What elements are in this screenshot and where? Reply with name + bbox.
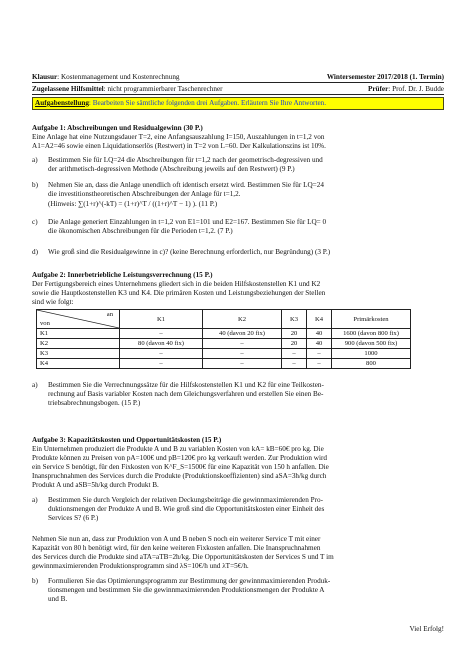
aids-value: : nicht programmierbarer Taschenrechner (103, 85, 223, 93)
task-label: Aufgabenstellung (35, 99, 89, 107)
semester: Wintersemester 2017/2018 (1. Termin) (326, 73, 444, 81)
aids-label: Zugelassene Hilfsmittel (32, 85, 104, 93)
closing-wish: Viel Erfolg! (409, 625, 444, 633)
aufgabe1-title: Aufgabe 1: Abschreibungen und Residualgewinn (30 P.) (32, 124, 203, 132)
table-row: K4 – – – – 800 (37, 359, 411, 369)
exam-label: Klausur (32, 73, 58, 81)
aufgabe3-intro-4: Inanspruchnahmen des Services durch die Produkte (Produktionskoeffizienten) sind aSA=3h/kg durch (32, 472, 327, 480)
header-rule-1 (32, 82, 444, 83)
aufgabe3-intro-5: Produkt A und aSB=5h/kg durch Produkt B. (32, 481, 159, 489)
formula-hint: (Hinweis: ∑(1+r)^(-kT) = (1+r)^T / ((1+r)^T − 1) ). (11 P.) (48, 200, 218, 208)
col-header: Primärkosten (332, 310, 411, 329)
table-corner: an von (37, 310, 120, 329)
examiner-value: : Prof. Dr. J. Budde (388, 85, 444, 93)
table-header-row (37, 310, 411, 329)
aufgabe1-intro-2: A1=A2=46 sowie einen Liquidationserlös (Restwert) in T=2 von L=60. Der Kalkulationszins ist 10%. (32, 142, 326, 150)
exam-page: Klausur: Kostenmanagement und Kostenrechnung Wintersemester 2017/2018 (1. Termin) Zugelassene Hilfsmittel: nicht programmierbarer Taschenrechner Prüfer: Prof. Dr. J. Budde Aufgabenstellung: Bearbeiten Sie sämtliche folgenden drei Aufgaben. Erläutern Sie Ihre Antworten. Aufgabe 1: Abschreibungen und Residualgewinn (30 P.) Eine Anlage hat eine Nutzungsdauer T=2, eine Anfangsauszahlung I=150, Auszahlungen in t=1,2 von A1=A2=46 sowie einen Liquidationserlös (Restwert) in T=2 von L=60. Der Kalkulationszins ist 10%. a) Bestimmen Sie für LQ=24 die Abschreibungen für t=1,2 nach der geometrisch-degressiven und der arithmetisch-degressiven Methode (Abschreibung jeweils auf den Restwert) (9 P.) b) Nehmen Sie an, dass die Anlage unendlich oft identisch ersetzt wird. Bestimmen Sie für LQ=24 die investitionstheoretischen Abschreibungen der Anlage für t=1,2. (Hinweis: ∑(1+r)^(-kT) = (1+r)^T / ((1+r)^T − 1) ). (11 P.) c) Die Anlage generiert Einzahlungen in t=1,2 von E1=101 und E2=167. Bestimmen Sie für LQ= 0 die ökonomischen Abschreibungen für die Perioden t=1,2. (7 P.) d) Wie groß sind die Residualgewinne in c)? (keine Berechnung erforderlich, nur Begründung) (3 P.) Aufgabe 2: Innerbetriebliche Leistungsverrechnung (15 P.) Der Fertigungsbereich eines Unternehmens gliedert sich in die beiden Hilfskostenstellen K1 und K2 sowie die Hauptkostenstellen K3 und K4. Die primären Kosten und Leistungsbeziehungen der Stellen sind wie folgt: an von K1 K2 K3 K4 Primärkosten K1 – 40 (davon 20 fix) 20 40 1600 (davon 800 fix) K2 80 (davon 40 fix) – 20 40 900 (davon 500 fix) K3 – – – – 1000 K4 – – – – 800 a) Bestimmen Sie die Verrechnungssätze für die Hilfskostenstellen K1 und K2 für eine Teilkosten- rechnung auf Basis variabler Kosten nach dem Gleichungsverfahren und erstellen Sie einen Be- triebsabrechnungsbogen. (15 P.) Aufgabe 3: Kapazitätskosten und Opportunitätskosten (15 P.) Ein Unternehmen produziert die Produkte A und B zu variablen Kosten von kA= kB=60€ pro kg. Die Produkte können zu Preisen von pA=100€ und pB=120€ pro kg verkauft werden. Zur Produktion wird ein Service S benötigt, für den Fixkosten von K^F_S=1500€ für eine Kapazität von 150 h anfallen. Die Inanspruchnahmen des Services durch die Produkte (Produktionskoeffizienten) sind aSA=3h/kg durch Produkt A und aSB=5h/kg durch Produkt B. a) Bestimmen Sie durch Vergleich der relativen Deckungsbeiträge die gewinnmaximierenden Pro- duktionsmengen der Produkte A und B. Wie groß sind die Opportunitätskosten einer Einheit des Services S? (6 P.) Nehmen Sie nun an, dass zur Produktion von A und B neben S noch ein weiterer Service T mit einer Kapazität von 80 h benötigt wird, für den keine weiteren Fixkosten anfallen. Die Inanspruchnahmen des Services durch die Produkte sind aTA=aTB=2h/kg. Die Opportunitätskosten der Services S und T im gewinnmaximierenden Produktionsprogramm sind λS=10€/h und λT=5€/h. b) Formulieren Sie das Optimierungsprogramm zur Bestimmung der gewinnmaximierenden Produk- tionsmengen und bestimmen Sie die gewinnmaximierenden Produktionsmengen der Produkte A und B. Viel Erfolg! (32, 73, 444, 633)
header-row-2 (32, 85, 444, 94)
aufgabe3-title: Aufgabe 3: Kapazitätskosten und Opportunitätskosten (15 P.) (32, 436, 222, 444)
col-header: K2 (203, 310, 282, 329)
table-row: K3 – – – – 1000 (37, 349, 411, 359)
col-header: K3 (282, 310, 307, 329)
task-instruction-box (32, 97, 444, 110)
aufgabe3-intro-1: Ein Unternehmen produziert die Produkte A und B zu variablen Kosten von kA= kB=60€ pro kg. Die (32, 445, 324, 453)
examiner-label: Prüfer (367, 85, 389, 93)
aufgabe1-intro-1: Eine Anlage hat eine Nutzungsdauer T=2, eine Anfangsauszahlung I=150, Auszahlungen in t=1,2 von (32, 133, 325, 141)
aufgabe2-intro-3: sind wie folgt: (32, 298, 74, 306)
aufgabe3-intro2-3: des Services durch die Produkte sind aTA=aTB=2h/kg. Die Opportunitätskosten der Services S und T im (32, 553, 334, 561)
table-row: K2 80 (davon 40 fix) – 20 40 900 (davon 500 fix) (37, 339, 411, 349)
table-row: K1 – 40 (davon 20 fix) 20 40 1600 (davon 800 fix) (37, 329, 411, 339)
aufgabe2-intro-1: Der Fertigungsbereich eines Unternehmens gliedert sich in die beiden Hilfskostenstellen K1 und K2 (32, 280, 321, 288)
aufgabe3-intro2-4: gewinnmaximierenden Produktionsprogramm sind λS=10€/h und λT=5€/h. (32, 562, 249, 570)
cost-table (36, 309, 411, 369)
exam-value: : Kostenmanagement und Kostenrechnung (57, 73, 180, 81)
header-row-1 (32, 73, 444, 82)
aufgabe3-intro-2: Produkte können zu Preisen von pA=100€ und pB=120€ pro kg verkauft werden. Zur Produktion wird (32, 454, 327, 462)
col-header: K1 (120, 310, 203, 329)
aufgabe3-intro-3: ein Service S benötigt, für den Fixkosten von K^F_S=1500€ für eine Kapazität von 150 h anfallen. Die (32, 463, 329, 471)
col-header: K4 (307, 310, 332, 329)
header-rule-2 (32, 94, 444, 95)
aufgabe2-title: Aufgabe 2: Innerbetriebliche Leistungsverrechnung (15 P.) (32, 271, 213, 279)
aufgabe3-intro2-1: Nehmen Sie nun an, dass zur Produktion von A und B neben S noch ein weiterer Service T mit einer (32, 535, 321, 543)
task-value: : Bearbeiten Sie sämtliche folgenden drei Aufgaben. Erläutern Sie Ihre Antworten. (88, 99, 327, 107)
aufgabe2-intro-2: sowie die Hauptkostenstellen K3 und K4. Die primären Kosten und Leistungsbeziehungen der Stellen (32, 289, 326, 297)
aufgabe3-intro2-2: Kapazität von 80 h benötigt wird, für den keine weiteren Fixkosten anfallen. Die Inanspruchnahmen (32, 544, 321, 552)
